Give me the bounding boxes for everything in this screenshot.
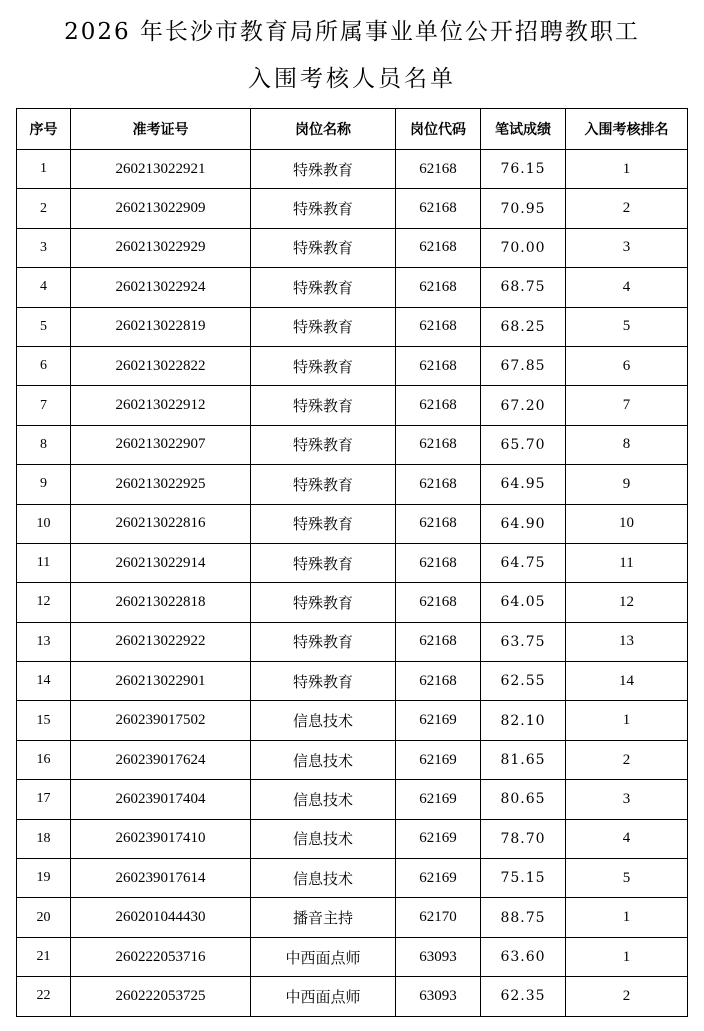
cell-post-code: 62168 xyxy=(396,583,481,622)
cell-written-score: 64.75 xyxy=(481,543,566,582)
cell-post-name: 特殊教育 xyxy=(251,662,396,701)
cell-seq: 15 xyxy=(17,701,71,740)
cell-exam-number: 260213022909 xyxy=(71,189,251,228)
cell-seq: 12 xyxy=(17,583,71,622)
cell-seq: 13 xyxy=(17,622,71,661)
cell-written-score: 75.15 xyxy=(481,859,566,898)
cell-written-score: 78.70 xyxy=(481,819,566,858)
cell-shortlist-rank: 10 xyxy=(566,504,688,543)
cell-post-name: 特殊教育 xyxy=(251,228,396,267)
cell-post-code: 62169 xyxy=(396,780,481,819)
cell-shortlist-rank: 5 xyxy=(566,307,688,346)
table-row xyxy=(17,465,688,504)
table-row xyxy=(17,937,688,976)
cell-written-score: 67.85 xyxy=(481,346,566,385)
cell-written-score: 68.25 xyxy=(481,307,566,346)
cell-seq: 22 xyxy=(17,977,71,1016)
table-row xyxy=(17,622,688,661)
cell-post-name: 特殊教育 xyxy=(251,189,396,228)
cell-exam-number: 260213022818 xyxy=(71,583,251,622)
cell-post-name: 特殊教育 xyxy=(251,386,396,425)
table-row xyxy=(17,662,688,701)
cell-exam-number: 260222053725 xyxy=(71,977,251,1016)
cell-post-code: 62168 xyxy=(396,662,481,701)
cell-written-score: 82.10 xyxy=(481,701,566,740)
cell-seq: 4 xyxy=(17,268,71,307)
candidate-table xyxy=(16,108,688,1017)
cell-written-score: 70.95 xyxy=(481,189,566,228)
table-row xyxy=(17,189,688,228)
cell-exam-number: 260213022819 xyxy=(71,307,251,346)
cell-written-score: 64.90 xyxy=(481,504,566,543)
cell-post-name: 特殊教育 xyxy=(251,504,396,543)
cell-post-name: 特殊教育 xyxy=(251,543,396,582)
cell-written-score: 70.00 xyxy=(481,228,566,267)
cell-written-score: 63.60 xyxy=(481,937,566,976)
cell-shortlist-rank: 8 xyxy=(566,425,688,464)
cell-shortlist-rank: 1 xyxy=(566,937,688,976)
cell-seq: 1 xyxy=(17,150,71,189)
table-row xyxy=(17,977,688,1016)
cell-exam-number: 260213022925 xyxy=(71,465,251,504)
cell-seq: 8 xyxy=(17,425,71,464)
cell-exam-number: 260222053716 xyxy=(71,937,251,976)
cell-post-code: 62168 xyxy=(396,307,481,346)
table-row xyxy=(17,543,688,582)
cell-post-name: 特殊教育 xyxy=(251,425,396,464)
cell-written-score: 76.15 xyxy=(481,150,566,189)
cell-post-name: 特殊教育 xyxy=(251,583,396,622)
cell-post-code: 62168 xyxy=(396,268,481,307)
cell-post-name: 特殊教育 xyxy=(251,268,396,307)
cell-written-score: 64.95 xyxy=(481,465,566,504)
cell-post-name: 播音主持 xyxy=(251,898,396,937)
cell-seq: 19 xyxy=(17,859,71,898)
cell-written-score: 68.75 xyxy=(481,268,566,307)
cell-post-code: 62168 xyxy=(396,189,481,228)
table-row xyxy=(17,583,688,622)
cell-post-code: 62169 xyxy=(396,819,481,858)
cell-shortlist-rank: 2 xyxy=(566,189,688,228)
cell-exam-number: 260213022924 xyxy=(71,268,251,307)
cell-exam-number: 260239017410 xyxy=(71,819,251,858)
cell-post-code: 62168 xyxy=(396,465,481,504)
cell-post-name: 信息技术 xyxy=(251,819,396,858)
cell-shortlist-rank: 2 xyxy=(566,977,688,1016)
header-post-code: 岗位代码 xyxy=(396,109,481,150)
cell-post-name: 特殊教育 xyxy=(251,150,396,189)
cell-exam-number: 260239017624 xyxy=(71,740,251,779)
cell-seq: 6 xyxy=(17,346,71,385)
cell-shortlist-rank: 3 xyxy=(566,780,688,819)
cell-post-code: 63093 xyxy=(396,937,481,976)
cell-post-name: 中西面点师 xyxy=(251,937,396,976)
table-row xyxy=(17,701,688,740)
cell-exam-number: 260239017614 xyxy=(71,859,251,898)
table-row xyxy=(17,819,688,858)
cell-shortlist-rank: 5 xyxy=(566,859,688,898)
cell-shortlist-rank: 6 xyxy=(566,346,688,385)
cell-written-score: 62.55 xyxy=(481,662,566,701)
table-row xyxy=(17,307,688,346)
cell-exam-number: 260213022816 xyxy=(71,504,251,543)
cell-seq: 9 xyxy=(17,465,71,504)
cell-written-score: 88.75 xyxy=(481,898,566,937)
cell-seq: 5 xyxy=(17,307,71,346)
cell-post-code: 62168 xyxy=(396,346,481,385)
cell-shortlist-rank: 4 xyxy=(566,268,688,307)
cell-exam-number: 260213022912 xyxy=(71,386,251,425)
cell-shortlist-rank: 12 xyxy=(566,583,688,622)
cell-post-code: 62169 xyxy=(396,740,481,779)
cell-post-name: 中西面点师 xyxy=(251,977,396,1016)
cell-seq: 10 xyxy=(17,504,71,543)
cell-written-score: 65.70 xyxy=(481,425,566,464)
cell-exam-number: 260213022901 xyxy=(71,662,251,701)
table-body xyxy=(17,150,688,1017)
header-exam-number: 准考证号 xyxy=(71,109,251,150)
cell-post-name: 特殊教育 xyxy=(251,346,396,385)
cell-seq: 7 xyxy=(17,386,71,425)
header-shortlist-rank: 入围考核排名 xyxy=(566,109,688,150)
cell-shortlist-rank: 7 xyxy=(566,386,688,425)
cell-post-code: 62168 xyxy=(396,504,481,543)
cell-shortlist-rank: 1 xyxy=(566,701,688,740)
table-row xyxy=(17,268,688,307)
header-written-score: 笔试成绩 xyxy=(481,109,566,150)
cell-post-code: 62168 xyxy=(396,425,481,464)
cell-exam-number: 260213022914 xyxy=(71,543,251,582)
cell-exam-number: 260213022822 xyxy=(71,346,251,385)
cell-post-code: 62168 xyxy=(396,150,481,189)
cell-seq: 16 xyxy=(17,740,71,779)
cell-shortlist-rank: 14 xyxy=(566,662,688,701)
document-title-line-2: 入围考核人员名单 xyxy=(248,66,456,92)
cell-exam-number: 260201044430 xyxy=(71,898,251,937)
table-row xyxy=(17,425,688,464)
table-row xyxy=(17,780,688,819)
cell-post-code: 62169 xyxy=(396,859,481,898)
cell-post-name: 特殊教育 xyxy=(251,465,396,504)
cell-written-score: 63.75 xyxy=(481,622,566,661)
cell-post-name: 信息技术 xyxy=(251,859,396,898)
cell-exam-number: 260213022922 xyxy=(71,622,251,661)
cell-written-score: 64.05 xyxy=(481,583,566,622)
table-row xyxy=(17,859,688,898)
cell-exam-number: 260213022921 xyxy=(71,150,251,189)
cell-written-score: 67.20 xyxy=(481,386,566,425)
cell-seq: 17 xyxy=(17,780,71,819)
cell-post-name: 信息技术 xyxy=(251,701,396,740)
cell-shortlist-rank: 3 xyxy=(566,228,688,267)
table-row xyxy=(17,740,688,779)
cell-post-code: 62168 xyxy=(396,228,481,267)
cell-shortlist-rank: 9 xyxy=(566,465,688,504)
cell-seq: 14 xyxy=(17,662,71,701)
cell-seq: 2 xyxy=(17,189,71,228)
cell-shortlist-rank: 2 xyxy=(566,740,688,779)
cell-seq: 11 xyxy=(17,543,71,582)
cell-seq: 18 xyxy=(17,819,71,858)
table-row xyxy=(17,228,688,267)
table-row xyxy=(17,150,688,189)
cell-post-name: 特殊教育 xyxy=(251,622,396,661)
cell-shortlist-rank: 11 xyxy=(566,543,688,582)
cell-written-score: 81.65 xyxy=(481,740,566,779)
cell-shortlist-rank: 1 xyxy=(566,898,688,937)
cell-seq: 21 xyxy=(17,937,71,976)
cell-post-code: 63093 xyxy=(396,977,481,1016)
cell-seq: 3 xyxy=(17,228,71,267)
document-title-line-1: 2026 年长沙市教育局所属事业单位公开招聘教职工 xyxy=(64,19,640,45)
header-post-name: 岗位名称 xyxy=(251,109,396,150)
table-header-row xyxy=(17,109,688,150)
cell-shortlist-rank: 13 xyxy=(566,622,688,661)
cell-post-code: 62168 xyxy=(396,543,481,582)
cell-shortlist-rank: 1 xyxy=(566,150,688,189)
cell-post-code: 62170 xyxy=(396,898,481,937)
cell-exam-number: 260213022929 xyxy=(71,228,251,267)
table-row xyxy=(17,386,688,425)
cell-exam-number: 260213022907 xyxy=(71,425,251,464)
cell-post-name: 信息技术 xyxy=(251,780,396,819)
table-row xyxy=(17,346,688,385)
cell-post-code: 62169 xyxy=(396,701,481,740)
header-seq: 序号 xyxy=(17,109,71,150)
table-row xyxy=(17,898,688,937)
cell-post-name: 信息技术 xyxy=(251,740,396,779)
cell-post-code: 62168 xyxy=(396,622,481,661)
cell-post-name: 特殊教育 xyxy=(251,307,396,346)
cell-seq: 20 xyxy=(17,898,71,937)
cell-written-score: 62.35 xyxy=(481,977,566,1016)
cell-exam-number: 260239017404 xyxy=(71,780,251,819)
cell-post-code: 62168 xyxy=(396,386,481,425)
cell-written-score: 80.65 xyxy=(481,780,566,819)
table-row xyxy=(17,504,688,543)
cell-exam-number: 260239017502 xyxy=(71,701,251,740)
cell-shortlist-rank: 4 xyxy=(566,819,688,858)
